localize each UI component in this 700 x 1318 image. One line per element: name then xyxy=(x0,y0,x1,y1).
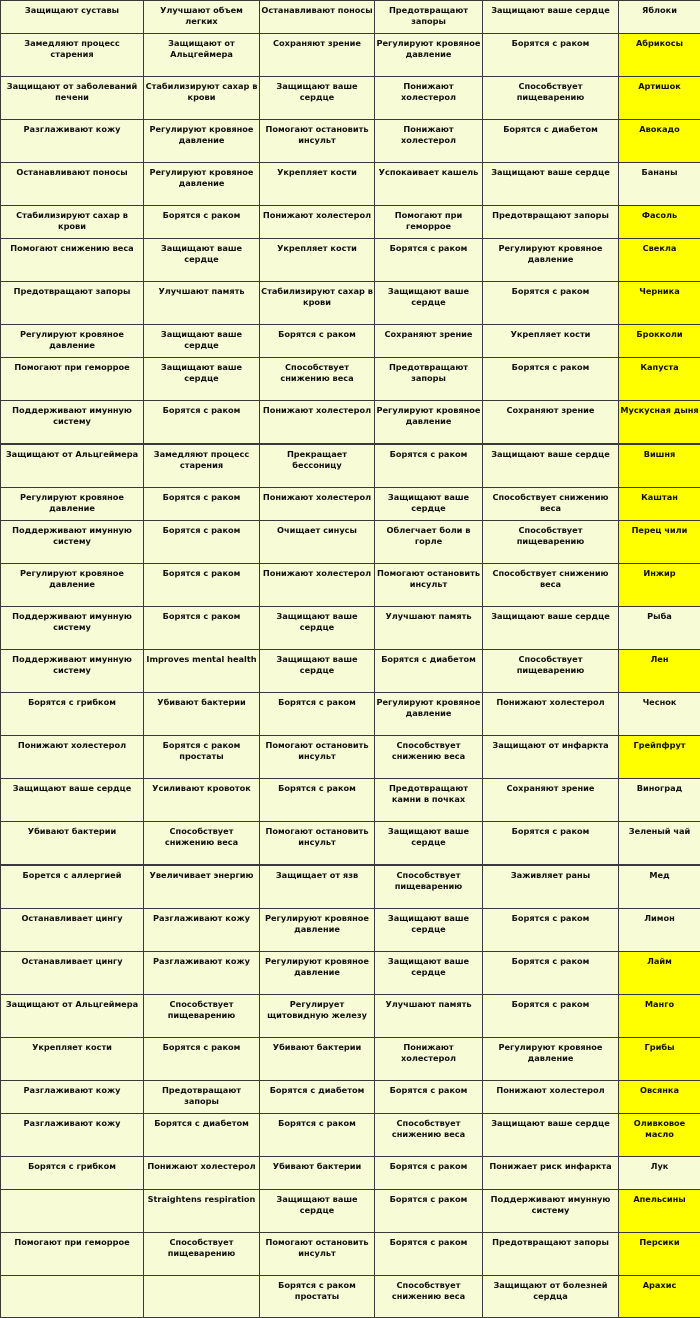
food-name-cell: Авокадо xyxy=(619,120,700,163)
benefit-cell: Регулируют кровяное давление xyxy=(375,693,483,736)
benefit-cell: Поддерживают имунную систему xyxy=(483,1190,619,1233)
benefit-cell: Помогают остановить инсульт xyxy=(260,1233,375,1276)
benefit-cell: Борятся с раком xyxy=(375,1190,483,1233)
food-name-cell: Лук xyxy=(619,1157,700,1190)
benefit-cell: Помогают снижению веса xyxy=(1,239,144,282)
benefit-cell: Поддерживают имунную систему xyxy=(1,401,144,444)
food-name-cell: Апельсины xyxy=(619,1190,700,1233)
table-row xyxy=(1,239,700,282)
benefit-cell: Регулируют кровяное давление xyxy=(260,909,375,952)
table-row xyxy=(1,1233,700,1276)
benefit-cell: Улучшают память xyxy=(375,607,483,650)
table-row xyxy=(1,1038,700,1081)
benefit-cell: Борятся с грибком xyxy=(1,1157,144,1190)
benefit-cell: Защищают ваше сердце xyxy=(483,1114,619,1157)
table-row xyxy=(1,779,700,822)
benefit-cell: Способствует снижению веса xyxy=(483,564,619,607)
benefit-cell: Способствует пищеварению xyxy=(375,866,483,909)
table-row xyxy=(1,325,700,358)
benefit-cell: Сохраняют зрение xyxy=(483,779,619,822)
table-row xyxy=(1,1081,700,1114)
food-name-cell: Овсянка xyxy=(619,1081,700,1114)
table-row xyxy=(1,358,700,401)
food-name-cell: Мускусная дыня xyxy=(619,401,700,444)
benefit-cell: Способствует пищеварению xyxy=(483,77,619,120)
benefit-cell: Защищают ваше сердце xyxy=(260,77,375,120)
benefit-cell: Регулируют кровяное давление xyxy=(260,952,375,995)
benefit-cell: Помогают при геморрое xyxy=(375,206,483,239)
benefit-cell: Защищают ваше сердце xyxy=(144,325,260,358)
benefit-cell: Улучшают объем легких xyxy=(144,1,260,34)
food-name-cell: Персики xyxy=(619,1233,700,1276)
benefit-cell: Регулируют кровяное давление xyxy=(1,488,144,521)
benefit-cell: Увеличивает энергию xyxy=(144,866,260,909)
benefit-cell: Способствует пищеварению xyxy=(144,1233,260,1276)
table-block xyxy=(0,865,700,1318)
benefit-cell: Останавливает цингу xyxy=(1,952,144,995)
benefit-cell: Разглаживают кожу xyxy=(1,1081,144,1114)
benefit-cell xyxy=(144,1276,260,1318)
food-name-cell: Артишок xyxy=(619,77,700,120)
benefit-cell: Регулирует щитовидную железу xyxy=(260,995,375,1038)
benefit-cell: Защищают ваше сердце xyxy=(375,909,483,952)
benefit-cell: Борятся с раком xyxy=(144,401,260,444)
benefit-cell: Защищают ваше сердце xyxy=(483,607,619,650)
benefit-cell: Стабилизируют сахар в крови xyxy=(144,77,260,120)
food-name-cell: Перец чили xyxy=(619,521,700,564)
food-name-cell: Капуста xyxy=(619,358,700,401)
benefit-cell: Защищают от болезней сердца xyxy=(483,1276,619,1318)
table-row xyxy=(1,163,700,206)
benefit-cell: Помогают остановить инсульт xyxy=(260,822,375,865)
benefit-cell: Разглаживают кожу xyxy=(1,1114,144,1157)
benefit-cell: Предотвращают камни в почках xyxy=(375,779,483,822)
food-name-cell: Оливковое масло xyxy=(619,1114,700,1157)
benefit-cell: Убивают бактерии xyxy=(260,1157,375,1190)
benefit-cell: Разглаживают кожу xyxy=(144,909,260,952)
benefit-cell: Усиливают кровоток xyxy=(144,779,260,822)
table-row xyxy=(1,206,700,239)
benefit-cell: Останавливают поносы xyxy=(260,1,375,34)
food-name-cell: Грейпфрут xyxy=(619,736,700,779)
food-name-cell: Чеснок xyxy=(619,693,700,736)
food-name-cell: Черника xyxy=(619,282,700,325)
benefit-cell: Поддерживают имунную систему xyxy=(1,650,144,693)
benefit-cell: Борятся с раком xyxy=(375,1081,483,1114)
benefit-cell: Останавливает цингу xyxy=(1,909,144,952)
benefit-cell: Предотвращают запоры xyxy=(144,1081,260,1114)
benefit-cell: Убивают бактерии xyxy=(1,822,144,865)
benefit-cell: Облегчает боли в горле xyxy=(375,521,483,564)
table-row xyxy=(1,1114,700,1157)
benefit-cell: Борятся с раком xyxy=(375,1157,483,1190)
benefit-cell: Борятся с раком xyxy=(144,607,260,650)
benefit-cell: Борятся с диабетом xyxy=(375,650,483,693)
benefit-cell: Поддерживают имунную систему xyxy=(1,607,144,650)
benefit-cell: Понижают холестерол xyxy=(260,401,375,444)
benefit-cell: Укрепляет кости xyxy=(483,325,619,358)
benefit-cell: Регулируют кровяное давление xyxy=(375,401,483,444)
benefit-cell: Защищают ваше сердце xyxy=(144,239,260,282)
food-name-cell: Свекла xyxy=(619,239,700,282)
food-name-cell: Арахис xyxy=(619,1276,700,1318)
benefit-cell: Убивают бактерии xyxy=(144,693,260,736)
benefit-cell: Убивают бактерии xyxy=(260,1038,375,1081)
benefit-cell: Понижают холестерол xyxy=(483,1081,619,1114)
benefit-cell: Борятся с раком xyxy=(375,445,483,488)
benefit-cell: Понижают холестерол xyxy=(375,77,483,120)
food-name-cell: Манго xyxy=(619,995,700,1038)
benefit-cell: Способствует снижению веса xyxy=(483,488,619,521)
benefit-cell: Улучшают память xyxy=(375,995,483,1038)
benefit-cell: Регулируют кровяное давление xyxy=(483,1038,619,1081)
table-row xyxy=(1,650,700,693)
table-block xyxy=(0,0,700,444)
benefit-cell: Укрепляет кости xyxy=(1,1038,144,1081)
benefit-cell: Защищают ваше сердце xyxy=(1,779,144,822)
table-row xyxy=(1,282,700,325)
benefit-cell: Защищают от инфаркта xyxy=(483,736,619,779)
benefit-cell: Помогают остановить инсульт xyxy=(260,736,375,779)
benefit-cell: Помогают при геморрое xyxy=(1,358,144,401)
benefit-cell: Понижают холестерол xyxy=(260,206,375,239)
benefit-cell: Борятся с раком xyxy=(483,952,619,995)
table-row xyxy=(1,1276,700,1318)
benefit-cell: Замедляют процесс старения xyxy=(144,445,260,488)
benefit-cell: Сохраняют зрение xyxy=(375,325,483,358)
benefit-cell: Борятся с раком простаты xyxy=(144,736,260,779)
benefit-cell: Регулируют кровяное давление xyxy=(144,120,260,163)
benefit-cell: Защищают ваше сердце xyxy=(375,952,483,995)
benefit-cell xyxy=(1,1276,144,1318)
table-row xyxy=(1,77,700,120)
benefit-cell: Борятся с раком xyxy=(483,995,619,1038)
benefit-cell: Способствует пищеварению xyxy=(144,995,260,1038)
benefit-cell: Понижают холестерол xyxy=(144,1157,260,1190)
food-name-cell: Лимон xyxy=(619,909,700,952)
benefit-cell: Защищают ваше сердце xyxy=(483,445,619,488)
table-row xyxy=(1,488,700,521)
food-name-cell: Яблоки xyxy=(619,1,700,34)
benefit-cell: Очищает синусы xyxy=(260,521,375,564)
benefit-cell: Борятся с раком xyxy=(144,564,260,607)
benefit-cell: Борятся с грибком xyxy=(1,693,144,736)
benefit-cell: Предотвращают запоры xyxy=(483,206,619,239)
benefit-cell: Понижают холестерол xyxy=(260,488,375,521)
benefit-cell: Борятся с раком xyxy=(144,488,260,521)
benefit-cell: Предотвращают запоры xyxy=(1,282,144,325)
benefit-cell: Регулируют кровяное давление xyxy=(1,564,144,607)
table-row xyxy=(1,564,700,607)
benefit-cell: Регулируют кровяное давление xyxy=(375,34,483,77)
food-name-cell: Грибы xyxy=(619,1038,700,1081)
benefit-cell: Борется с аллергией xyxy=(1,866,144,909)
benefit-cell: Разглаживают кожу xyxy=(144,952,260,995)
benefit-cell: Сохраняют зрение xyxy=(260,34,375,77)
benefit-cell: Борятся с раком xyxy=(260,325,375,358)
benefit-cell: Поддерживают имунную систему xyxy=(1,521,144,564)
benefit-cell: Борятся с раком xyxy=(260,779,375,822)
table-row xyxy=(1,693,700,736)
benefit-cell: Борятся с раком xyxy=(483,822,619,865)
benefit-cell: Стабилизируют сахар в крови xyxy=(260,282,375,325)
benefit-cell: Улучшают память xyxy=(144,282,260,325)
food-name-cell: Фасоль xyxy=(619,206,700,239)
food-name-cell: Каштан xyxy=(619,488,700,521)
benefit-cell: Защищают ваше сердце xyxy=(375,822,483,865)
benefit-cell: Борятся с раком xyxy=(483,34,619,77)
benefit-cell: Способствует снижению веса xyxy=(375,1276,483,1318)
food-name-cell: Брокколи xyxy=(619,325,700,358)
table-row xyxy=(1,866,700,909)
benefit-cell: Борятся с раком простаты xyxy=(260,1276,375,1318)
benefit-cell: Укрепляет кости xyxy=(260,163,375,206)
benefit-cell: Борятся с раком xyxy=(144,1038,260,1081)
food-name-cell: Рыба xyxy=(619,607,700,650)
benefit-cell: Борятся с диабетом xyxy=(144,1114,260,1157)
table-row xyxy=(1,909,700,952)
benefit-cell: Помогают остановить инсульт xyxy=(375,564,483,607)
benefit-cell: Способствует пищеварению xyxy=(483,521,619,564)
benefit-cell: Борятся с раком xyxy=(483,358,619,401)
benefit-cell: Регулируют кровяное давление xyxy=(1,325,144,358)
table-row xyxy=(1,1,700,34)
benefit-cell: Предотвращают запоры xyxy=(483,1233,619,1276)
benefit-cell: Останавливают поносы xyxy=(1,163,144,206)
food-name-cell: Вишня xyxy=(619,445,700,488)
table-row xyxy=(1,1190,700,1233)
benefit-cell: Понижает риск инфаркта xyxy=(483,1157,619,1190)
benefit-cell: Сохраняют зрение xyxy=(483,401,619,444)
benefit-cell: Защищают ваше сердце xyxy=(375,488,483,521)
benefit-cell: Improves mental health xyxy=(144,650,260,693)
table-row xyxy=(1,445,700,488)
benefit-cell: Защищают от Альцгеймера xyxy=(1,995,144,1038)
benefit-cell: Способствует снижению веса xyxy=(260,358,375,401)
table-row xyxy=(1,995,700,1038)
benefit-cell: Борятся с раком xyxy=(144,521,260,564)
benefit-cell: Борятся с раком xyxy=(260,1114,375,1157)
benefit-cell: Борятся с диабетом xyxy=(483,120,619,163)
benefit-cell: Помогают при геморрое xyxy=(1,1233,144,1276)
table-row xyxy=(1,822,700,865)
table-row xyxy=(1,120,700,163)
food-name-cell: Виноград xyxy=(619,779,700,822)
table-row xyxy=(1,521,700,564)
benefit-cell: Предотвращают запоры xyxy=(375,1,483,34)
benefit-cell: Защищают суставы xyxy=(1,1,144,34)
food-name-cell: Лен xyxy=(619,650,700,693)
table-row xyxy=(1,952,700,995)
benefit-cell: Защищают ваше сердце xyxy=(260,1190,375,1233)
benefit-cell: Успокаивает кашель xyxy=(375,163,483,206)
benefit-cell: Понижают холестерол xyxy=(375,120,483,163)
food-name-cell: Мед xyxy=(619,866,700,909)
benefit-cell: Борятся с диабетом xyxy=(260,1081,375,1114)
food-name-cell: Зеленый чай xyxy=(619,822,700,865)
benefit-cell: Борятся с раком xyxy=(375,1233,483,1276)
benefit-cell: Понижают холестерол xyxy=(375,1038,483,1081)
table-block xyxy=(0,444,700,865)
benefit-cell: Разглаживают кожу xyxy=(1,120,144,163)
benefit-cell: Борятся с раком xyxy=(483,909,619,952)
benefit-cell: Понижают холестерол xyxy=(483,693,619,736)
benefit-cell: Защищают ваше сердце xyxy=(260,607,375,650)
benefit-cell: Борятся с раком xyxy=(375,239,483,282)
benefit-cell: Способствует снижению веса xyxy=(144,822,260,865)
benefit-cell: Способствует пищеварению xyxy=(483,650,619,693)
benefit-cell: Способствует снижению веса xyxy=(375,736,483,779)
food-name-cell: Бананы xyxy=(619,163,700,206)
food-name-cell: Лайм xyxy=(619,952,700,995)
table-row xyxy=(1,1157,700,1190)
benefit-cell: Борятся с раком xyxy=(260,693,375,736)
table-row xyxy=(1,736,700,779)
benefit-cell: Регулируют кровяное давление xyxy=(144,163,260,206)
benefit-cell: Борятся с раком xyxy=(483,282,619,325)
benefit-cell: Заживляет раны xyxy=(483,866,619,909)
benefit-cell xyxy=(1,1190,144,1233)
food-name-cell: Абрикосы xyxy=(619,34,700,77)
benefit-cell: Защищают от заболеваний печени xyxy=(1,77,144,120)
benefit-cell: Способствует снижению веса xyxy=(375,1114,483,1157)
table-row xyxy=(1,34,700,77)
benefit-cell: Предотвращают запоры xyxy=(375,358,483,401)
benefit-cell: Защищают от Альцгеймера xyxy=(144,34,260,77)
benefit-cell: Straightens respiration xyxy=(144,1190,260,1233)
benefit-cell: Стабилизируют сахар в крови xyxy=(1,206,144,239)
benefit-cell: Замедляют процесс старения xyxy=(1,34,144,77)
benefit-cell: Защищает от язв xyxy=(260,866,375,909)
benefit-cell: Прекращает бессоницу xyxy=(260,445,375,488)
benefit-cell: Защищают ваше сердце xyxy=(375,282,483,325)
table-row xyxy=(1,401,700,444)
table-row xyxy=(1,607,700,650)
benefit-cell: Регулируют кровяное давление xyxy=(483,239,619,282)
food-name-cell: Инжир xyxy=(619,564,700,607)
benefit-cell: Помогают остановить инсульт xyxy=(260,120,375,163)
benefit-cell: Защищают ваше сердце xyxy=(483,1,619,34)
benefit-cell: Защищают ваше сердце xyxy=(483,163,619,206)
benefit-cell: Борятся с раком xyxy=(144,206,260,239)
benefit-cell: Защищают ваше сердце xyxy=(144,358,260,401)
benefit-cell: Понижают холестерол xyxy=(260,564,375,607)
benefit-cell: Защищают ваше сердце xyxy=(260,650,375,693)
benefit-cell: Укрепляет кости xyxy=(260,239,375,282)
benefit-cell: Понижают холестерол xyxy=(1,736,144,779)
benefit-cell: Защищают от Альцгеймера xyxy=(1,445,144,488)
